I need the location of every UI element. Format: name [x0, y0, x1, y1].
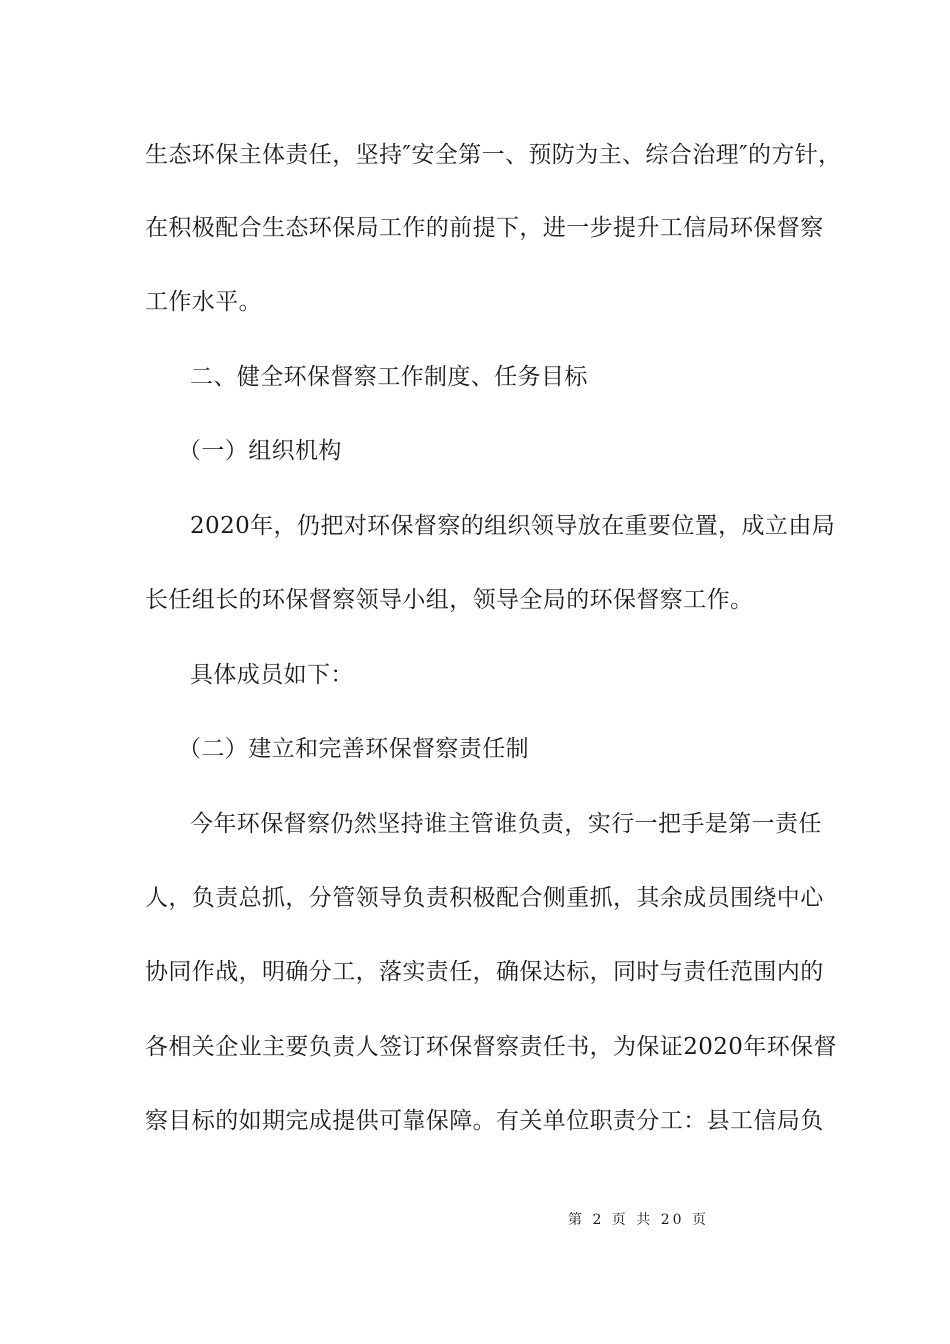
body-text-line: 察目标的如期完成提供可靠保障。有关单位职责分工：县工信局负 [145, 1108, 824, 1134]
subsection-heading: （二）建立和完善环保督察责任制 [178, 736, 529, 762]
body-text-line: 在积极配合生态环保局工作的前提下，进一步提升工信局环保督察 [145, 215, 824, 241]
body-text-line: 生态环保主体责任，坚持″安全第一、预防为主、综合治理″的方针， [145, 142, 842, 168]
body-text-line: 今年环保督察仍然坚持谁主管谁负责，实行一把手是第一责任 [190, 811, 822, 837]
body-text-line: 长任组长的环保督察领导小组，领导全局的环保督察工作。 [145, 587, 754, 613]
body-text-line: 2020年，仍把对环保督察的组织领导放在重要位置，成立由局 [190, 513, 836, 539]
body-text-line: 具体成员如下： [190, 662, 354, 688]
section-heading: 二、健全环保督察工作制度、任务目标 [190, 364, 588, 390]
body-text-line: 协同作战，明确分工，落实责任，确保达标，同时与责任范围内的 [145, 959, 824, 985]
body-text-line: 各相关企业主要负责人签订环保督察责任书，为保证2020年环保督 [145, 1034, 837, 1060]
page-number: 第 2 页 共 20 页 [568, 1212, 709, 1228]
body-text-line: 工作水平。 [145, 289, 262, 315]
subsection-heading: （一）组织机构 [178, 438, 342, 464]
body-text-line: 人，负责总抓，分管领导负责积极配合侧重抓，其余成员围绕中心 [145, 885, 824, 911]
